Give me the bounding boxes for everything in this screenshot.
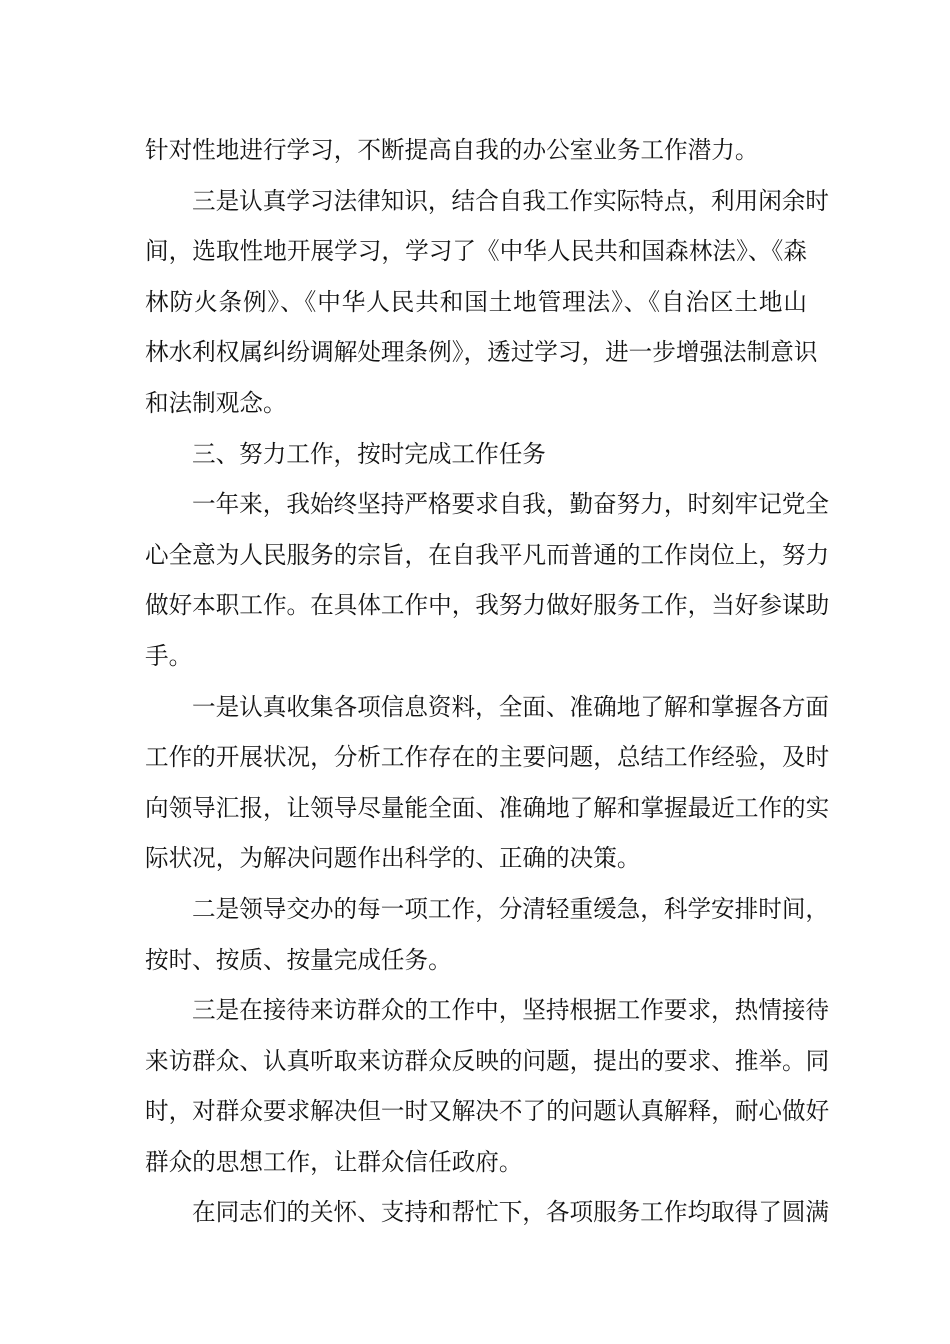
text-line: 林防火条例》、《中华人民共和国土地管理法》、《自治区土地山 — [145, 287, 807, 316]
section-heading: 三、努力工作，按时完成工作任务 — [192, 439, 546, 468]
text-line: 一年来，我始终坚持严格要求自我，勤奋努力，时刻牢记党全 — [192, 490, 830, 519]
text-line: 间，选取性地开展学习，学习了《中华人民共和国森林法》、《森 — [145, 237, 807, 266]
text-line: 按时、按质、按量完成任务。 — [145, 945, 452, 974]
text-line: 三是认真学习法律知识，结合自我工作实际特点，利用闲余时 — [192, 186, 830, 215]
text-line: 手。 — [145, 641, 193, 670]
text-line: 工作的开展状况，分析工作存在的主要问题，总结工作经验，及时 — [145, 743, 830, 772]
text-line: 在同志们的关怀、支持和帮忙下，各项服务工作均取得了圆满 — [192, 1198, 830, 1227]
document-body — [145, 125, 830, 1238]
text-line: 时，对群众要求解决但一时又解决不了的问题认真解释，耐心做好 — [145, 1097, 830, 1126]
text-line: 群众的思想工作，让群众信任政府。 — [145, 1147, 523, 1176]
text-line: 和法制观念。 — [145, 388, 287, 417]
text-line: 二是领导交办的每一项工作，分清轻重缓急，科学安排时间， — [192, 894, 830, 923]
text-line: 针对性地进行学习，不断提高自我的办公室业务工作潜力。 — [145, 136, 759, 164]
text-line: 来访群众、认真听取来访群众反映的问题，提出的要求、推举。同 — [145, 1046, 830, 1075]
text-line: 做好本职工作。在具体工作中，我努力做好服务工作，当好参谋助 — [145, 591, 830, 620]
text-line: 际状况，为解决问题作出科学的、正确的决策。 — [145, 844, 641, 873]
text-line: 一是认真收集各项信息资料，全面、准确地了解和掌握各方面 — [192, 692, 830, 721]
text-line: 林水利权属纠纷调解处理条例》，透过学习，进一步增强法制意识 — [145, 338, 818, 367]
text-line: 三是在接待来访群众的工作中，坚持根据工作要求，热情接待 — [192, 996, 830, 1025]
text-line: 心全意为人民服务的宗旨，在自我平凡而普通的工作岗位上，努力 — [145, 540, 830, 569]
text-line: 向领导汇报，让领导尽量能全面、准确地了解和掌握最近工作的实 — [145, 793, 830, 822]
